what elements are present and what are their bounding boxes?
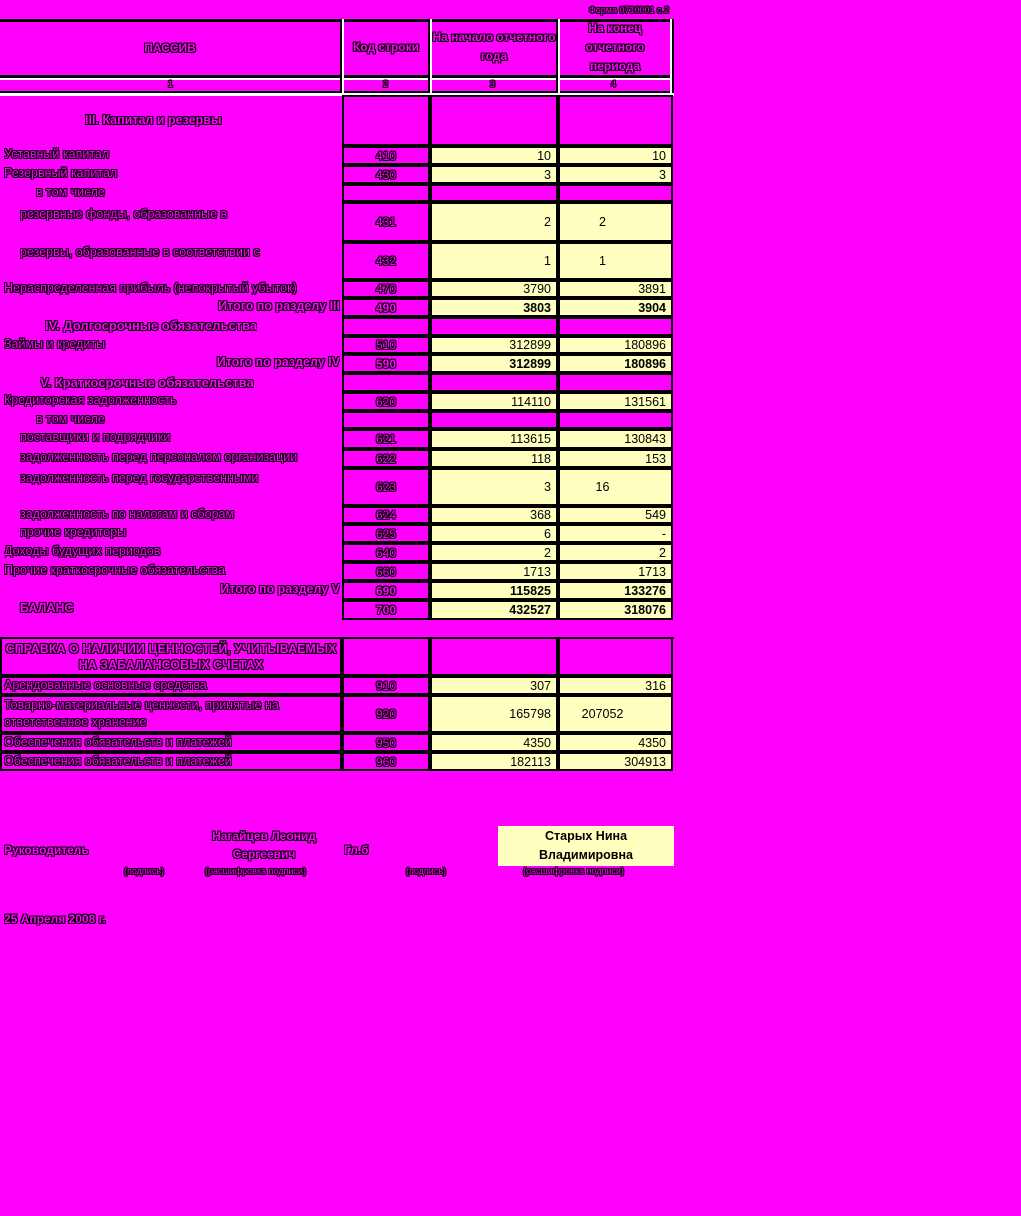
row-code: 624 (342, 506, 430, 524)
offbalance-row-label: Товарно-материальные ценности, принятые на ответственное хранение (4, 698, 279, 729)
row-start-value[interactable]: 1713 (430, 562, 558, 581)
row-code: 470 (342, 280, 430, 298)
header-end: На конец отчетного периода (585, 21, 645, 73)
row-label: задолженность по налогам и сборам (20, 507, 235, 521)
chief-accountant-name: Старых Нина Владимировна (498, 826, 674, 866)
total-label: Итого по разделу III (218, 299, 340, 313)
row-start-value[interactable]: 3803 (430, 298, 558, 317)
offbalance-start-value[interactable]: 182113 (430, 752, 558, 771)
head-name: Нагайцев Леонид Сергеевич (212, 829, 316, 861)
row-label: задолженность перед персоналом организации (20, 450, 298, 464)
offbalance-end-value[interactable]: 4350 (558, 733, 673, 752)
row-end-value[interactable]: 2 (558, 543, 673, 562)
row-code: 590 (342, 354, 430, 373)
row-start-value[interactable]: 2 (430, 543, 558, 562)
offbalance-row-code: 960 (342, 752, 430, 771)
offbalance-end-value[interactable]: 207052 (558, 695, 673, 733)
row-label: Кредиторская задолженность (4, 393, 177, 407)
form-number: Форма 0710001 с.2 (588, 5, 669, 15)
acc-sign-caption: (подпись) (406, 866, 447, 876)
section-code-box (342, 373, 430, 392)
row-end-value[interactable]: 318076 (558, 600, 673, 620)
chief-accountant-label: Гл.б (344, 843, 369, 857)
row-start-value[interactable]: 113615 (430, 429, 558, 449)
offbalance-start-box (430, 637, 558, 676)
row-end-value[interactable]: 1 (558, 242, 673, 280)
header-code: Код строки (352, 39, 420, 54)
row-label: резервы, образованные в соответствии с (20, 245, 260, 259)
row-label: Прочие краткосрочные обязательства (4, 563, 225, 577)
row-start-value[interactable]: 115825 (430, 581, 558, 600)
offbalance-row-code: 950 (342, 733, 430, 752)
row-start-value[interactable]: 312899 (430, 336, 558, 354)
head-label: Руководитель (4, 843, 89, 857)
offbalance-end-value[interactable]: 316 (558, 676, 673, 695)
row-end-value[interactable]: 1713 (558, 562, 673, 581)
empty-start-cell (430, 184, 558, 202)
row-start-value[interactable]: 6 (430, 524, 558, 543)
total-label: Итого по разделу V (220, 582, 340, 596)
section3-start-box (430, 95, 558, 146)
row-code: 660 (342, 562, 430, 581)
row-code: 700 (342, 600, 430, 620)
empty-end-cell (558, 411, 673, 429)
row-label: Уставный капитал (4, 147, 110, 161)
offbalance-code-box (342, 637, 430, 676)
row-start-value[interactable]: 368 (430, 506, 558, 524)
colnum-2: 2 (383, 79, 389, 89)
offbalance-start-value[interactable]: 4350 (430, 733, 558, 752)
row-code: 431 (342, 202, 430, 242)
row-code (342, 411, 430, 429)
row-start-value[interactable]: 312899 (430, 354, 558, 373)
row-code: 490 (342, 298, 430, 317)
row-code (342, 184, 430, 202)
row-end-value[interactable]: 16 (558, 468, 673, 506)
header-divider (0, 78, 674, 80)
report-date: 25 Апреля 2008 г. (4, 912, 106, 926)
section-start-box (430, 373, 558, 392)
offbalance-title: СПРАВКА О НАЛИЧИИ ЦЕННОСТЕЙ, УЧИТЫВАЕМЫХ НА ЗАБАЛАНСОВЫХ СЧЕТАХ (5, 641, 337, 672)
row-code: 620 (342, 392, 430, 411)
offbalance-end-value[interactable]: 304913 (558, 752, 673, 771)
row-end-value[interactable]: 549 (558, 506, 673, 524)
section5-title: V. Краткосрочные обязательства (40, 375, 254, 390)
offbalance-row-label: Обеспечения обязательств и платежей (4, 754, 232, 768)
empty-end-cell (558, 184, 673, 202)
row-end-value[interactable]: 10 (558, 146, 673, 165)
head-decode-caption: (расшифровка подписи) (205, 866, 306, 876)
row-label: прочие кредиторы (20, 525, 127, 539)
row-label: поставщики и подрядчики (20, 430, 171, 444)
row-start-value[interactable]: 10 (430, 146, 558, 165)
empty-start-cell (430, 411, 558, 429)
colnum-1: 1 (168, 79, 174, 89)
offbalance-row-label: Арендованные основные средства (4, 678, 207, 692)
section3-end-box (558, 95, 673, 146)
row-code: 432 (342, 242, 430, 280)
row-end-value[interactable]: 153 (558, 449, 673, 468)
row-label: Нераспределенная прибыль (непокрытый убыток) (4, 281, 297, 295)
row-start-value[interactable]: 3790 (430, 280, 558, 298)
header-passive: ПАССИВ (144, 41, 196, 55)
section-end-box (558, 317, 673, 336)
row-end-value[interactable]: 180896 (558, 336, 673, 354)
offbalance-start-value[interactable]: 165798 (430, 695, 558, 733)
section-end-box (558, 373, 673, 392)
row-end-value[interactable]: - (558, 524, 673, 543)
row-start-value[interactable]: 3 (430, 165, 558, 184)
colnum-3: 3 (490, 79, 496, 89)
section4-title: IV. Долгосрочные обязательства (45, 318, 258, 333)
row-label: Доходы будущих периодов (4, 544, 161, 558)
row-start-value[interactable]: 118 (430, 449, 558, 468)
row-start-value[interactable]: 114110 (430, 392, 558, 411)
row-end-value[interactable]: 3 (558, 165, 673, 184)
row-start-value[interactable]: 3 (430, 468, 558, 506)
row-start-value[interactable]: 2 (430, 202, 558, 242)
row-label: Резервный капитал (4, 166, 118, 180)
colnum-4: 4 (611, 79, 617, 89)
offbalance-row-code: 920 (342, 695, 430, 733)
row-code: 510 (342, 336, 430, 354)
row-end-value[interactable]: 180896 (558, 354, 673, 373)
row-label: резервные фонды, образованные в (20, 207, 228, 221)
row-code: 625 (342, 524, 430, 543)
row-code: 430 (342, 165, 430, 184)
offbalance-end-box (558, 637, 673, 676)
row-code: 622 (342, 449, 430, 468)
row-end-value[interactable]: 131561 (558, 392, 673, 411)
row-end-value[interactable]: 130843 (558, 429, 673, 449)
section-code-box (342, 317, 430, 336)
row-end-value[interactable]: 2 (558, 202, 673, 242)
row-code: 623 (342, 468, 430, 506)
row-start-value[interactable]: 1 (430, 242, 558, 280)
header-start: На начало отчетного года (432, 30, 556, 63)
offbalance-row-label: Обеспечения обязательств и платежей (4, 735, 232, 749)
row-end-value[interactable]: 3904 (558, 298, 673, 317)
row-end-value[interactable]: 133276 (558, 581, 673, 600)
head-sign-caption: (подпись) (124, 866, 165, 876)
row-start-value[interactable]: 432527 (430, 600, 558, 620)
col-separator-4 (672, 19, 674, 93)
offbalance-row-code: 910 (342, 676, 430, 695)
row-end-value[interactable]: 3891 (558, 280, 673, 298)
row-label: в том числе (36, 185, 105, 199)
total-label: БАЛАНС (20, 601, 74, 615)
row-label: задолженность перед государственными (20, 471, 259, 485)
acc-decode-caption: (расшифровка подписи) (523, 866, 624, 876)
row-code: 410 (342, 146, 430, 165)
row-label: в том числе (36, 412, 105, 426)
total-label: Итого по разделу IV (216, 355, 340, 369)
row-code: 640 (342, 543, 430, 562)
offbalance-start-value[interactable]: 307 (430, 676, 558, 695)
row-label: Займы и кредиты (4, 337, 106, 351)
section3-title: III. Капитал и резервы (85, 113, 222, 127)
section3-code-box (342, 95, 430, 146)
section-start-box (430, 317, 558, 336)
row-code: 621 (342, 429, 430, 449)
row-code: 690 (342, 581, 430, 600)
